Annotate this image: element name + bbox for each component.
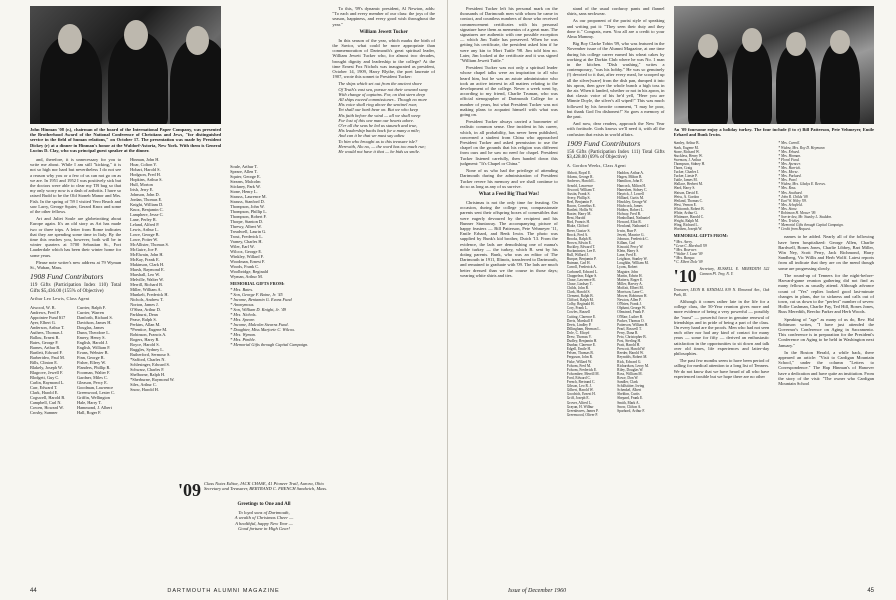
- right-text-4d: In the Boston Herald, a while back, there appeared an article: "Visit to Cardigan Mountain School," under the column "Letters to Correspondence." The Hap Hinman's of Hanover have a dedication and have quite an institution. From the story of the visit: "The owner who Cardigan Mountain School: [778, 349, 874, 386]
- issue-label: Issue of December 1960: [508, 588, 567, 594]
- left-text-1a: and, therefore, it is unnecessary for you to write me about. While I am still "kicking," it is not so high nor hard but nevertheless I do not see a reason why you or a few of us can not go on as we are. In 1951 and 1952 I was positively sick but the doctors were able to clear my TB bug so that my only worry now is a dash of arthritis. I have so raised Budd to be the Old Stoneb Manor and Mrs. Fish. In the spring of '59 I visited Vero Beach and saw Larry, George Squier, Gerard Knox and some of the other fellows.: [30, 157, 122, 215]
- right-col-3: [674, 6, 874, 578]
- fund-1908-memorial-heading: MEMORIAL GIFTS FROM:: [230, 281, 285, 286]
- fund-1908-names-c: Hinman, John H. Hoar, Colton Y. Hobart, Harold S. Hodgson, Fred H. Hopkins, Arthur S. Hull, Morton Irish, Jerry E. Johnson, John D. Jordan, Thomas E. Knight, William D. Knox, Benjamin C. Lamphere, Jesse C. Lane, Perley R. Leland, Alfred P. Lewis, Arthur L. Lowe, George B. Lowe, Potter W. McAllister, Thomas S. McGuire, Joe P. McElwain, John H. McKay, Frank E. Makinson, Clark H. Marsh, Raymond E. Marshall, Leo W. Melville, Walter W. Merrill, Richard B. Miller, William A. Munkelt, Frederick H. Nichols, Andrew T. Norton, James J. O'Shea, Arthur D. Parkhurst, Dean Pease, Ralph S. Perkins, Allan M. *Prentice, Eugene M. Robinson, Francis A. Rogers, Harry R. Royce, Harold S. Ruggles, Sydney L. Rutherford, Sermour S. *Safford, Charles N. Schlesinger, Edward S. Schwarz, Charles F. Shelborne, Ralph H. *Sherburne, Raymond W. Siles, Arthur C. Snow, Harold H.: [130, 157, 175, 393]
- left-page-number: 44: [30, 588, 37, 594]
- magazine-title: DARTMOUTH ALUMNI MAGAZINE: [167, 588, 280, 594]
- right-col-2: [567, 6, 665, 578]
- fund-1908-names-a: Atwood, W. R. Andrews, Fred F. Appointee Fund $17 Ayer, Elbert G. Anderson, Arthur T. Authers, Thomas J. Ballou, Ernest R. Bates, George F. Barnes, Arthur R. Bartlett, Edward F. Barberideo, Paul M. Bills, Clinton E. Blakely, Joseph W. Blagrove, Jewell F. Blodgett, Guy C. Carlin, Raymond L. Carr, Edward T. Clark, Harold E. Cogswell, Harold B. Campbell, Carl N. Cowen, Howard W. Crosby, Sumner: [30, 304, 66, 415]
- class-09-number: '09: [178, 480, 202, 500]
- class-10-info: Secretary, RUSSELL E. MEREDITH 522 Cannon Pl. Troy, N. Y.: [699, 267, 770, 276]
- right-text-3a: Although it comes rather late in the life for a college class, the 50-Year reunion gives more and more evidence of being a very powerful — possibly the "most" — powerful force in genuine renewal of friendships and in pride of being a part of the class. On every hand are the proofs. Men who had not seen each other nor had any kind of contact for many years — some for fifty — derived an enthusiastic satisfaction in the opportunities to sit down and talk over old times, life experiences and latter-day philosophies.: [673, 299, 770, 357]
- right-text-1c: President Tucker always carried a barometer of realistic common sense. One incident in his career, which, in all probability, has never been published, concerned a student from China who approached President Tucker and asked permission to use the chapel on the grounds that his religion was different from ours and he saw no need for chapel. President Tucker listened carefully, then handed down this judgment: "It's Chapel or China.": [460, 119, 558, 166]
- fund-1909-names-a: Abbott, Royal E. Adams, George R. Andrews, Harold L. Arnold, Lawrence Atwood, William T. Austin, Frank S. Avery, Phillip S. Beel, Benjamin F. Bacon, Cornelius E. Bartlett, Hollis W. Baxter, Harry M. Bent, Harold Bird, Francis H. Blake, Clifford Breer, Gustav S. Brock, Fred A. Brooks, Ralph R. Brown, Edwin E. Buckley, Edward T. Buckminster, Lee E. Bull, Willard J. Burque, Benjamin P. Butman, Carl H. Carroll, Frederick A. Carbonell, Edward L. Chappelear, Edgar S. Chase, Lawrence R. Chase, Lindsay T. Childs, John B. Clark, Harold S. Clement, Ralph B. Clifford, Ralph M. Colby, Reginald H. Cory, Frank L. Cowles, Russell Cutting, Clarence E. Davis, Marshall F. Deeis, Lindley P. Dillingham, Herman L. Dole, C. Eltoyd Drew, Thomas V. Dudley, Benjamin H. Dunbar, Clarence E. Edgell, Emile H. Felsen, Thomas B. Ferguson, John R. Fiske, Willard W. Folsom, Fred M. Folsom, Frederick E. Folsombee, Merrill M. Ford, Edward C. French, Bertrand C. Gibson, Leo R. J. Gilbert, Harold W. Goodrich, Ernest H. Griff, Joseph E. Grover, Alfred L. Grayan, H. Wilbur Greenleaves, James P. Greenwood, Oliver P.: [566, 171, 601, 417]
- fund-1909-agent: A. Gordon Weeks, Class Agent: [566, 163, 626, 169]
- fund-1908-memorial: * Mrs. Bates. * Son, George F. Baine, Jr. '45 * Income, Beniamin G. Evans Fund * Anonymous. * Son, William D. Knight, Jr. '49 * Mrs. Nichols. * Mrs. Speare. * Income, Malcolm Stearns Fund. * Daughter, Miss Marjorie C. Wilcox. * Mrs. Wyman. * Mrs. Pimble. * Memorial Gifts through Capital Campaign.: [230, 287, 309, 348]
- left-text-1b: Art and Juliet Soule are globetrotting about Europe again. It's an old story as Art has made two or three trips. A letter from Rome indicates that they are spending some time in Italy. By the time this reaches you, however, both will be in winter quarters at 5700 Sebastian St., Fort Lauderdale which has been their winter home for some years.: [30, 216, 122, 258]
- right-text-1e: Christmas is not the only time for feasting. On occasion, during the college year, compassionate parents sent their offspring boxes of comestibles that were eagerly devoured by the recipient and his Bunner Stuntaway. The accompanying picture of happy feasters — Bill Patterson, Pete Vehmeyer '11, Emile Erhard, and Benk Irwin. The photo was supplied by Bunk's kid brother, Dutch '13. From the evidence, the lads are demolishing one of mama's noble turkey — the turkey, which B. sent by his doting parents. Bunk, who was an editor of The Dartmouth in 1911, Illinois, transferred to Dartmouth, and remained to graduate with '09. The lads are much better dressed than we the course in those days; wearing white shirts and ties.: [460, 199, 558, 278]
- turkey-photo: [674, 6, 874, 124]
- greetings-poem: To loyal sons of Dartmouth, A wealth of Christmas Cheer — A healthful, happy New Year — Good fortune in High Gear!: [234, 510, 294, 532]
- left-text-4b: In this season of the year, which marks the birth of the Savior, what could be more appropriate than commemoration of Dartmouth's great spiritual leader, William Jewett Tucker who, for almost two decades, brought dignity and leadership to the college? At the time Ernest Fox Nichols was inaugurated as president, October 14, 1909, Harry Blythe, the poet laureate of 1907, wrote this sonnet to President Tucker:: [332, 37, 435, 80]
- fund-1909-names-c: Stanley, Arthur B. Stark, Eugene M. Stone, Richard W. Stuckless, Henry W. Swenson, J. Arthur Thompson, Sidney H. Thorn, Craig Tucker, Charles I. Tucker, Linsie P. Tuttle, James M. Wallace, Herbert M. Ward, Harry S. Watson, David E. Weiss, A. Gordon Weiland, Thomas C. West, Vernon E. Whitcomb, Robert B. White, Arthur G. Whitmore, Harold C. Wright, Ralph M. Wing, Richard L. Worthen, Joseph W.: [673, 141, 706, 232]
- class-10-treasurer: Treasurer, LEON B. KENDALL 819 N. Elmwood Ave., Oak Park, Ill.: [673, 288, 770, 297]
- hinman-photo-caption: John Hinman '08 (r.), chairman of the board of the International Paper Company, was presented the Brotherhood Award of the National Conference of Christians and Jews, "for distinguished service in the field of human relations," on October 17. The presentation was made by President Dickey (r) at a dinner in Hinman's honor at the Waldorf-Astoria, New York. With them is General Lucius D. Clay, who was principal guest speaker at the dinner.: [30, 127, 222, 153]
- class-09-info: Class Notes Editor, JACK CHASE, 41 Pioneer Trail, Aurora, Ohio: [204, 481, 324, 486]
- right-text-3b: The past few months seem to have been period of calling for medical attention to a long list of Tenners. We do not know that we have heard of all who have experienced trouble but we hope there are no other: [673, 358, 770, 379]
- tucker-poem: The ships which set out from the ancient shore Of Truth's vast sea, pursue not their onward sway With change of captains. For, on that stern deep All ships exceed commissioner... Though no more His voice shall ring above the sentinel roar, Yet shall our bark bear on. But we who keep His faith before the wind — all we shall weep For lost of this one man our hearts adore. O'er all the seas he led us staunch and true, His leadership backs back for a many a mile; And can it be that we must say adieu To him who brought us to this treasure isle? Herewith, Alo no, — the word has too much rue; He would not have it that — he bids us smile.: [338, 81, 428, 155]
- tucker-heading: William Jewett Tucker: [359, 29, 408, 35]
- class-09-box: [178, 481, 350, 499]
- right-col-1: [460, 6, 558, 578]
- right-text-4b: The round-up of Tenners for the night-before-Harvard-game reunion gathering did not find as many fellows as usually attend. Although advance count of "Yes" replies looked good last-minute changes in plans, due to sickness and calls out of town, cut us down to the "perfect" number of seven: Hollie Cushman, Charlie Fay, Ted Hill, Bones Jones, Russ Meredith, Beecho Parker and Herb Woods.: [778, 272, 874, 315]
- fund-1908-agent: Arthur Leo Lewis, Class Agent: [30, 296, 90, 302]
- right-text-1a: President Tucker left his personal mark on the thousands of Dartmouth men with whom he came in contact, and countless numbers of those who received commencement certificates with his personal signature have them as mementos of a great man. The signatures are authentic with one possible exception — which Jim Tuttle has preserved. When he was getting his certificate, the president asked him if he were any kin to Mort Tuttle '98. Jim told him no. Later, Jim looked at the certificate and it was signed "William Jewett Tuttle.": [460, 6, 558, 64]
- right-text-2a: stand of the usual corduroy pants and flannel shirts, sans neckwear.: [566, 6, 665, 17]
- fund-1909-heading: 1909 Fund Contributors: [566, 138, 641, 148]
- fund-1908-names-d: Soule, Arthur T. Speare, Allen T. Squier, George E. Stearns, Malcolm Stickney, Park W. Stone, Henry L. Strauss, Laurence M. Strauss, Stanford D. Thompson, John W. Thompson, Phillip L. Thompson, Robert F. Thorpe, Stanton D. Threwy, Albert W. Treadwell, Laurin G. Trout, Frederick L. Varney, Charles H. Wiler, Earl W. Wilcox, George E. Winkley, Willard F. Woodman, Ernest F. Woods, Frank C. Woolbridge, Reginald Wyman, Arthur M.: [230, 164, 269, 279]
- right-page-number: 45: [867, 588, 874, 594]
- left-text-1c: Please note writer's new address at 79 Wyman St., Waban, Mass.: [30, 259, 122, 271]
- feast-heading: What a Feed Big Thad Was!: [478, 191, 540, 197]
- fund-1909-memorial-heading: MEMORIAL GIFTS FROM:: [673, 233, 728, 239]
- hinman-photo: [30, 6, 221, 124]
- class-10-number: '10: [673, 266, 697, 287]
- fund-1908-heading: 1908 Fund Contributors: [30, 272, 104, 282]
- class-09-secretary: Secretary and Treasurer, BERTRAND C. FRENCH Sandwich, Mass.: [204, 486, 328, 492]
- fund-1909-names-b: Haddon, Arthur A. Hagen, Milton B. Hamilton, John E. Hancock, Milton H. Haneshen, Sidney C. Hayrick, J. Lowell Hilliard, Curtis M. Hinckley, George W. Hitchcock, James Hobbes, Robert L. Holway, Fred B. Honholland, Nathaniel Howard, Eliot R. Howland, Nathaniel J. Irwin, Burr P. Jewett, Maurice G. Johnson, Frederick C. Killam, Carl Kincaid, Percy W. Klein, Harry S. Lane, Fred E. Leighton, Stanley W. Loughlin, William M. Lyons, Robert Maguire, John Martin, Edwin H. Mattern, Roger E. Miller, Harvey A. Moffatt, Elbert M. Morrison, Lane C. Mower, Robinson H. Newton, Allen P. O'Brien, Frank J. Olphant, George W. Olmstead, Frank P. O'Marr, Luther B. Packer, Thomas O. Patterson, William H. Pearl, Roswell T. Perry, Dana R. Peto, Christopher B. Post, Sterling H. Pratt, Harold H. Prescott, Harold W. Reeder, Harold W. Reynolds, Robert M. Rick, Edward G. Richardson, Leroy M. Riley, Douglas W. Ross, William M. Rowe, Don W. Sandler, Clark Schillstitter, Irving Schenkel, Albert Sheldon, Curtis Shepard, Frank E. Smith, Mark A. Snow, Clifton A. Sparhord, Arthur F.: [617, 171, 650, 413]
- left-text-4a: To this, '09's dynamic president, Al Newton, adds: "To each and every member of our class: the joys of the season, happiness, and every good wish throughout the year.": [332, 6, 435, 27]
- right-page: [448, 0, 896, 600]
- right-text-4a: names to be added. Nearly all of the following have been hospitalized: George Allen, Charlie Bardwell, Bones Jones, Charlie Libbey, Bart Miller, Win Ney, Scott Perry, Jack Richmond, Harry Sandberg, Vic Willis and Herb Wolff. Latest reports from all indicate that they are on the mend though some are progressing slowly.: [778, 234, 874, 271]
- fund-1908-names-b: Currier, Ralph F. Currier, Warren Danforth, Richard S. Davidson, James H. Douglas, James Dunn, Theodore L. Emery, Henry S. English, Harold J. English, William F. Evans, Webster B. Finn, George R. Fisher, Ellery W. Flanders, Phillip R. Foorman, Walter F. Gardner, Miles C. Gleason, Percy E. Goodman, Lawrence Greenwood, Lester C. Griffin, Wellington Hale, Harry T. Hammond, J. Albert Hall, Roger F.: [77, 304, 115, 415]
- fund-1909-sub: 156 Gifts (Participation Index 111) Total Gifts $3,428.00 (69% of Objective): [566, 149, 665, 161]
- right-text-1b: President Tucker was not only a spiritual leader whose chapel talks were an inspiration to all who heard him, but he was an astute administrator who took an active interest in all matters relating to the development of the college. Never a week went by, according to my friend, Charlie Truman, who was official stenographer of Dartmouth College for a number of years, but what President Tucker was not making plans to acquaint himself with what was going on.: [460, 65, 558, 118]
- greetings-heading: Greetings to One and All: [237, 502, 291, 507]
- class-10-box: [674, 267, 770, 285]
- fund-1909-memorial-b: * Mrs. Carroll. * Widow, Mrs. Roy D. Heymann * Mrs. Erhard. * Mrs. Hinman. * Floral Fund. * Mrs. Spencer. * Mrs. Harrick. * Mrs. Morse. * Mrs. Packard. * Mrs. Pearl. * Widow, Mrs. Gladys E. Reeves. * Mrs. Ross. * Mrs. Southard. * John R. Childs '09. * Earl W. Wiley '09. * Mrs. Schofield. * Mrs. Stone. * Robinson H. Mower '09. * Son-in-law, Mr. Stanley L. Studdon. * Mrs. Trickey. * Memorial Gifts through Capital Campaign. * Credit from Bequest.: [778, 141, 844, 232]
- right-text-2b: As our proponent of the purist style of speaking and writing put it: "They seen their duty and they done it." Congrats, men. You all are a credit to your Alma Mammy.: [566, 18, 665, 40]
- right-text-2c: Big Boy Clarke Tobin '09, who was featured in the November issue of the Alumni Magazine, at one time during his college career earned his wheat cakes by working at the Dorkin Club where he was No. 1 man in the kitchen. "Dish washing," writes a contemporary, "was his hobby." He was so genuinely (!) devoted to it that, after every meal, he scooped up all the silver[ware] from the dish pan, dumped it into his apron, then gave the whole bunch a high toss in the air. When it landed, whether or not in his apron, in that classic voice of his he'd yell, "Here you are Minnie Doyle, the silver's all wiped!" This was much followed by his favorite comment, "I may be poor, but thank God I'm dishonest!" So goes a memory of the past.: [566, 41, 665, 120]
- right-text-1d: None of us who had the privilege of attending Dartmouth during the administration of President Tucker revere his memory and we shall continue to do so as long as any of us survive.: [460, 168, 558, 189]
- right-text-4c: Speaking of "age" as many of us do, Rev. Hal Robinson writes, "I have just attended the Governor's Conference on Aging in Sacramento. This conference is in preparation for the President's Conference on Aging to be held in Washington next January.": [778, 316, 874, 348]
- right-text-2d: And now, dear readers, approach the New Year with fortitude. Gods knows we'll need it, with all the confusion that exists in world affairs.: [566, 121, 665, 137]
- fund-1909-memorial: * Mrs. Avery. * Leon C. Marshall '09 * Mrs. Boerwer. * Walter J. Lane '09 * Mrs. Burque. * C. Elbert Dole '09: [673, 239, 707, 265]
- fund-1908-sub: 119 Gifts (Participation Index 110) Total Gifts $5,436.00 (155% of Objective): [30, 283, 122, 294]
- turkey-photo-caption: An '09 foursome enjoy a holiday turkey. The four include (l to r) Bill Patterson, Pete Vehmeyer, Emile Erhard and Bunk Irwin.: [673, 127, 874, 138]
